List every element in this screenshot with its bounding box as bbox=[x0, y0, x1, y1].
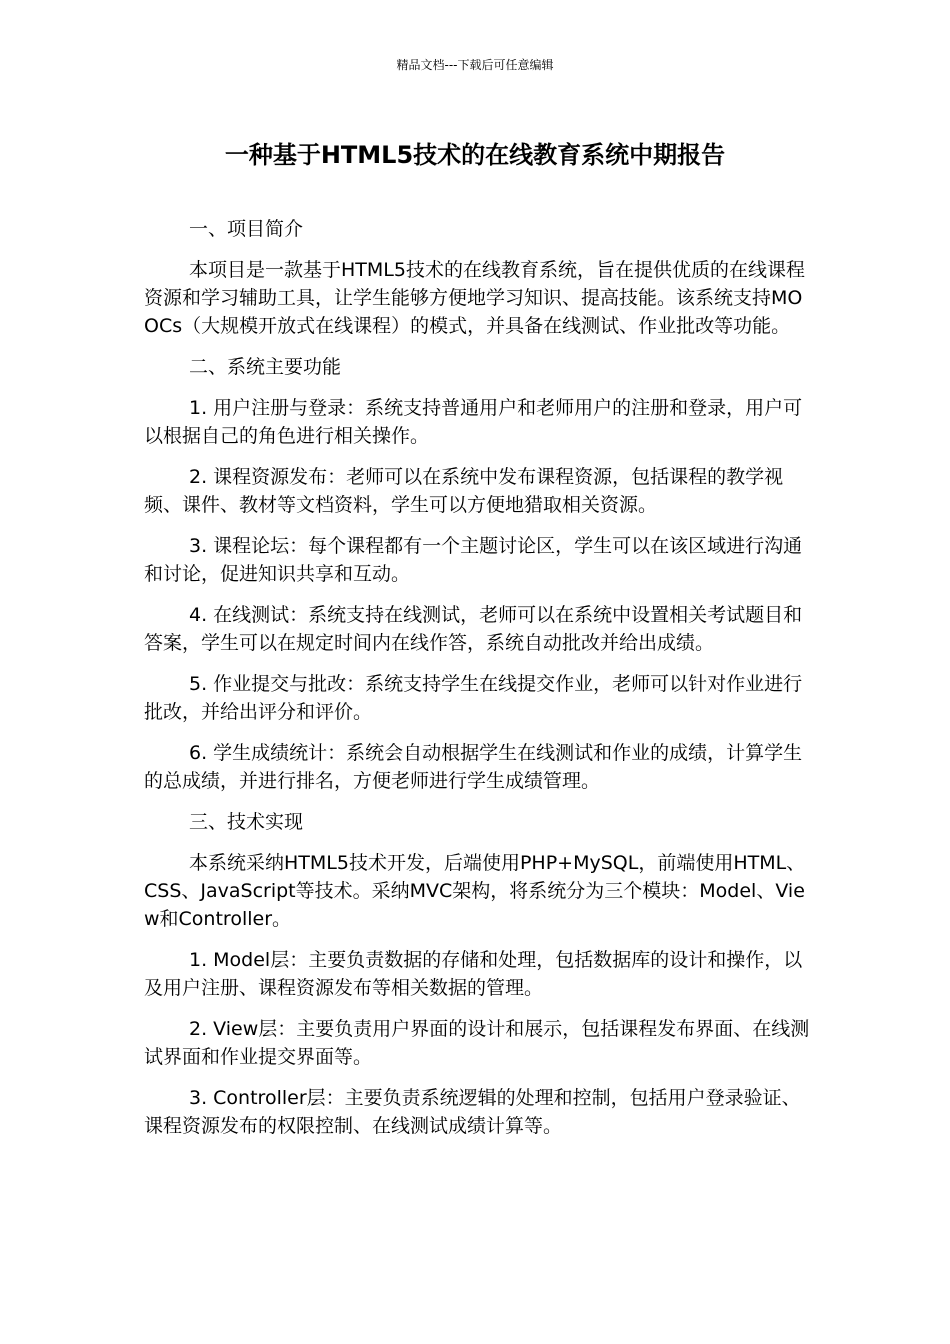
paragraph-tech-view: 2. View层：主要负责用户界面的设计和展示，包括课程发布界面、在线测试界面和作业提交界面等。 bbox=[144, 1018, 810, 1068]
document-body bbox=[144, 215, 816, 1153]
section-heading-functions: 二、系统主要功能 bbox=[189, 356, 342, 378]
section-heading-tech: 三、技术实现 bbox=[189, 811, 304, 833]
paragraph-function-4: 4. 在线测试：系统支持在线测试，老师可以在系统中设置相关考试题目和答案，学生可以在规定时间内在线作答，系统自动批改并给出成绩。 bbox=[144, 604, 803, 654]
paragraph-function-2: 2. 课程资源发布：老师可以在系统中发布课程资源，包括课程的教学视频、课件、教材等文档资料，学生可以方便地猎取相关资源。 bbox=[144, 466, 784, 516]
paragraph-tech-controller: 3. Controller层：主要负责系统逻辑的处理和控制，包括用户登录验证、课程资源发布的权限控制、在线测试成绩计算等。 bbox=[144, 1087, 801, 1137]
paragraph-tech-overview: 本系统采纳HTML5技术开发，后端使用PHP+MySQL，前端使用HTML、CSS、JavaScript等技术。采纳MVC架构，将系统分为三个模块：Model、View和Controller。 bbox=[144, 852, 806, 930]
section-heading-intro: 一、项目简介 bbox=[189, 218, 304, 240]
paragraph-function-1: 1. 用户注册与登录：系统支持普通用户和老师用户的注册和登录，用户可以根据自己的角色进行相关操作。 bbox=[144, 397, 803, 447]
document-title: 一种基于HTML5技术的在线教育系统中期报告 bbox=[224, 141, 726, 169]
paragraph-function-3: 3. 课程论坛：每个课程都有一个主题讨论区，学生可以在该区域进行沟通和讨论，促进知识共享和互动。 bbox=[144, 535, 803, 585]
paragraph-tech-model: 1. Model层：主要负责数据的存储和处理，包括数据库的设计和操作，以及用户注册、课程资源发布等相关数据的管理。 bbox=[144, 949, 803, 999]
paragraph-intro: 本项目是一款基于HTML5技术的在线教育系统，旨在提供优质的在线课程资源和学习辅助工具，让学生能够方便地学习知识、提高技能。该系统支持MOOCs（大规模开放式在线课程）的模式，并具备在线测试、作业批改等功能。 bbox=[144, 259, 805, 337]
paragraph-function-5: 5. 作业提交与批改：系统支持学生在线提交作业，老师可以针对作业进行批改，并给出评分和评价。 bbox=[144, 673, 803, 723]
page-header: 精品文档---下载后可任意编辑 bbox=[396, 58, 554, 72]
paragraph-function-6: 6. 学生成绩统计：系统会自动根据学生在线测试和作业的成绩，计算学生的总成绩，并进行排名，方便老师进行学生成绩管理。 bbox=[144, 742, 803, 792]
